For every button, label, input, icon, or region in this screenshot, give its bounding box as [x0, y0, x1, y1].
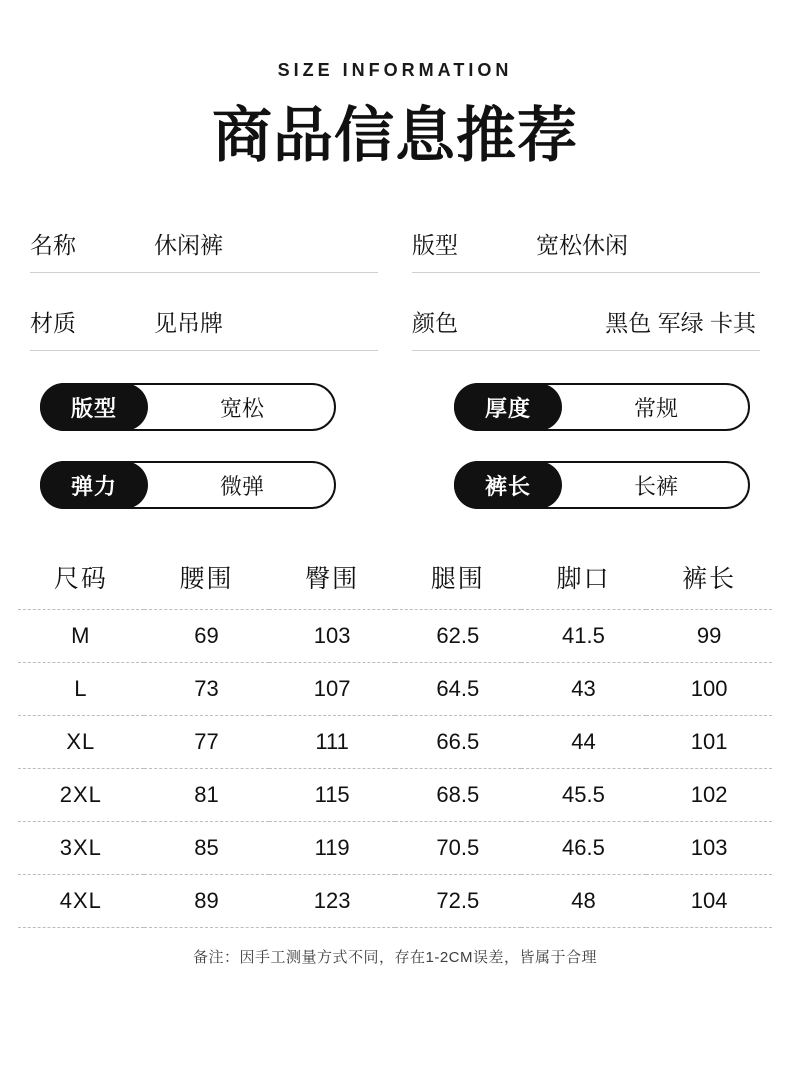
cell-hem: 46.5 [521, 822, 647, 875]
cell-waist: 69 [144, 610, 270, 663]
pill-tag-label: 版型 [40, 383, 148, 431]
cell-length: 100 [646, 663, 772, 716]
attribute-value: 黑色 军绿 卡其 [605, 310, 756, 336]
cell-thigh: 62.5 [395, 610, 521, 663]
cell-size: L [18, 663, 144, 716]
page-title: 商品信息推荐 [212, 101, 578, 171]
cell-hip: 103 [269, 610, 395, 663]
table-row [18, 610, 772, 663]
cell-length: 102 [646, 769, 772, 822]
attribute-grid [0, 221, 790, 377]
cell-size: M [18, 610, 144, 663]
cell-length: 104 [646, 875, 772, 928]
cell-hem: 45.5 [521, 769, 647, 822]
cell-waist: 77 [144, 716, 270, 769]
cell-waist: 81 [144, 769, 270, 822]
pill-fit [40, 383, 336, 431]
attribute-label: 版型 [412, 232, 458, 258]
cell-thigh: 72.5 [395, 875, 521, 928]
cell-hem: 44 [521, 716, 647, 769]
cell-length: 101 [646, 716, 772, 769]
cell-size: XL [18, 716, 144, 769]
eyebrow-title: SIZE INFORMATION [277, 60, 513, 80]
table-row [18, 822, 772, 875]
table-row [18, 663, 772, 716]
column-header-hip: 臀围 [305, 565, 360, 593]
size-table-head [18, 553, 772, 610]
cell-waist: 73 [144, 663, 270, 716]
pill-grid [0, 383, 790, 539]
pill-value: 宽松 [219, 395, 264, 421]
pill-pants-length [454, 461, 750, 509]
cell-hem: 43 [521, 663, 647, 716]
table-row [18, 875, 772, 928]
cell-hip: 115 [269, 769, 395, 822]
pill-value: 微弹 [219, 473, 264, 499]
cell-length: 103 [646, 822, 772, 875]
column-header-length: 裤长 [682, 565, 737, 593]
table-row [18, 769, 772, 822]
cell-hip: 119 [269, 822, 395, 875]
attribute-row-material [30, 299, 378, 351]
cell-thigh: 70.5 [395, 822, 521, 875]
attribute-value: 休闲裤 [154, 232, 223, 258]
cell-size: 4XL [18, 875, 144, 928]
attribute-label: 名称 [30, 232, 76, 258]
attribute-row-name [30, 221, 378, 273]
cell-waist: 85 [144, 822, 270, 875]
cell-size: 2XL [18, 769, 144, 822]
cell-hem: 48 [521, 875, 647, 928]
pill-tag-label: 厚度 [454, 383, 562, 431]
attribute-value: 宽松休闲 [536, 232, 628, 258]
cell-hip: 107 [269, 663, 395, 716]
size-table-container [0, 553, 790, 928]
column-header-size: 尺码 [53, 565, 108, 593]
column-header-waist: 腰围 [179, 565, 234, 593]
attribute-label: 颜色 [412, 310, 458, 336]
size-information-page [0, 60, 790, 1090]
pill-value: 常规 [633, 395, 678, 421]
cell-thigh: 64.5 [395, 663, 521, 716]
cell-thigh: 66.5 [395, 716, 521, 769]
cell-thigh: 68.5 [395, 769, 521, 822]
cell-hip: 123 [269, 875, 395, 928]
attribute-value: 见吊牌 [154, 310, 223, 336]
table-row [18, 716, 772, 769]
cell-hip: 111 [269, 716, 395, 769]
pill-thickness [454, 383, 750, 431]
measurement-note: 备注：因手工测量方式不同，存在1-2CM误差，皆属于合理 [192, 949, 597, 966]
cell-length: 99 [646, 610, 772, 663]
cell-hem: 41.5 [521, 610, 647, 663]
attribute-row-color [412, 299, 760, 351]
column-header-thigh: 腿围 [430, 565, 485, 593]
pill-elasticity [40, 461, 336, 509]
size-table [18, 553, 772, 928]
cell-waist: 89 [144, 875, 270, 928]
pill-tag-label: 裤长 [454, 461, 562, 509]
size-table-body [18, 610, 772, 928]
cell-size: 3XL [18, 822, 144, 875]
column-header-hem: 脚口 [556, 565, 611, 593]
attribute-label: 材质 [30, 310, 76, 336]
pill-value: 长裤 [633, 473, 678, 499]
table-header-row [18, 553, 772, 610]
pill-tag-label: 弹力 [40, 461, 148, 509]
attribute-row-fit [412, 221, 760, 273]
